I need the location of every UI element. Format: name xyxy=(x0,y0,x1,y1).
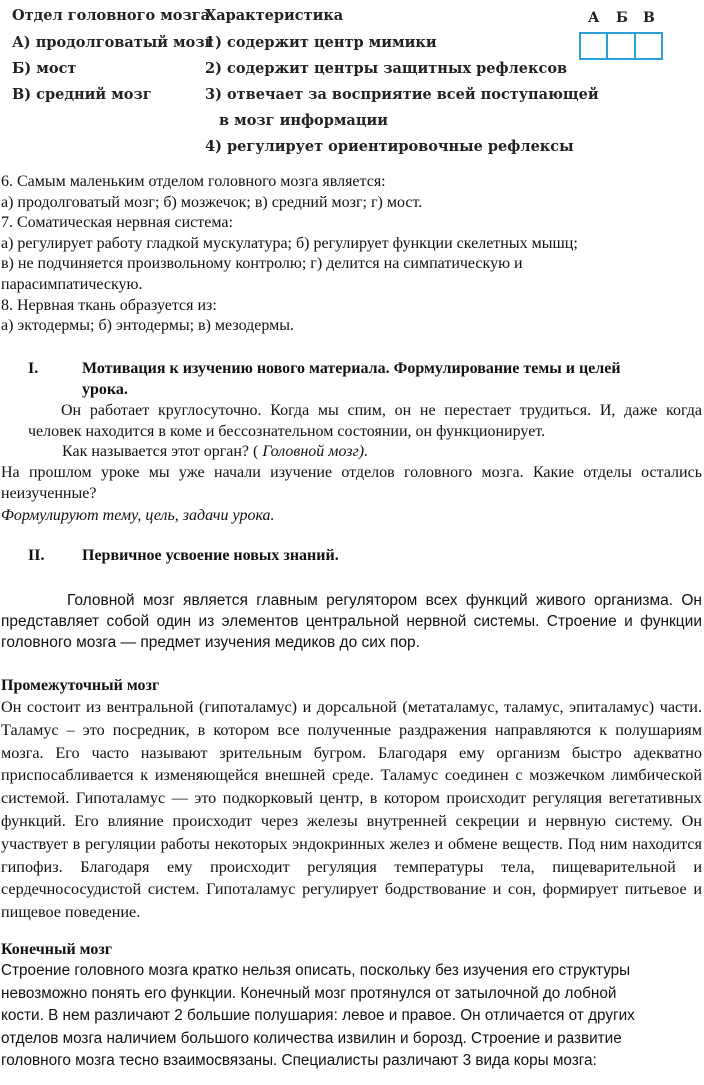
answer-letter-c: В xyxy=(643,10,655,26)
terminal-brain-text xyxy=(1,960,702,1073)
section-1-title xyxy=(82,359,702,400)
table-row-a: А) продолговатый мозг xyxy=(12,34,214,51)
answer-cell-a[interactable] xyxy=(581,34,608,58)
table-col1-header: Отдел головного мозга xyxy=(12,7,210,24)
section-2-paragraph: Головной мозг является главным регулятором всех функций живого организма. Он представляет собой один из элементов центральной нервной системы. Строение и функции головного мозга — предмет изучения медиков до сих пор. xyxy=(1,592,702,651)
table-row-c: В) средний мозг xyxy=(12,86,152,103)
answer-letter-a: А xyxy=(588,10,600,26)
section-1-numeral: I. xyxy=(28,360,39,377)
question-text: Как называется этот орган? ( xyxy=(62,443,259,460)
intermediate-brain-text: Он состоит из вентральной (гипоталамус) и дорсальной (метаталамус, таламус, эпиталамус) части. Таламус – это посредник, в котором все полученные раздражения направляются к полушариям мозга. Его часто называют зрительным бугром. Благодаря ему организм быстро адекватно приспосабливается к изменяющейся внешней среде. Таламус соединен с мозжечком лимбической системой. Гипоталамус — это подкорковый центр, в котором происходит регуляция вегетативных функций. Его влияние происходит через железы внутренней секреции и нервную систему. Он участвует в регуляции работы некоторых эндокринных желез и обмене веществ. Под ним находится гипофиз. Благодаря ему происходит регуляция температуры тела, пищеварительной и сердечнососудистой систем. Гипоталамус регулирует бодрствование и сон, формирует питьевое и пищевое поведение. xyxy=(1,698,702,922)
terminal-line: невозможно понять его функции. Конечный мозг протянулся от затылочной до лобной xyxy=(1,984,617,1002)
table-char-4: 4) регулирует ориентировочные рефлексы xyxy=(205,138,574,155)
quiz-line: 8. Нервная ткань образуется из: xyxy=(1,296,217,314)
section-2-title: Первичное усвоение новых знаний. xyxy=(82,547,339,564)
terminal-line: Строение головного мозга кратко нельзя описать, поскольку без изучения его структуры xyxy=(1,962,631,979)
section-1-paragraph: Он работает круглосуточно. Когда мы спим, он не перестает трудиться. И, даже когда человек находится в коме и бессознательном состоянии, он функционирует. xyxy=(28,402,702,440)
section-1-title-line: урока. xyxy=(82,380,128,398)
section-2-numeral: II. xyxy=(28,547,45,564)
table-row-b: Б) мост xyxy=(12,60,77,77)
quiz-line: в) не подчиняется произвольному контролю; г) делится на симпатическую и xyxy=(1,255,523,273)
table-char-2: 2) содержит центры защитных рефлексов xyxy=(205,60,568,77)
quiz-line: а) продолговатый мозг; б) мозжечок; в) средний мозг; г) мост. xyxy=(1,193,423,211)
terminal-line: отделов мозга наличием большого количества извилин и борозд. Строение и развитие xyxy=(1,1029,622,1047)
quiz-block xyxy=(1,172,702,337)
terminal-line: кости. В нем различают 2 большие полушария: левое и правое. Он отличается от других xyxy=(1,1007,635,1025)
answer-cell-b[interactable] xyxy=(608,34,635,58)
terminal-line: головного мозга тесно взаимосвязаны. Специалисты различают 3 вида коры мозга: xyxy=(1,1052,597,1070)
question-answer: Головной мозг). xyxy=(262,443,369,460)
section-1-question xyxy=(62,442,702,463)
table-char-1: 1) содержит центр мимики xyxy=(205,34,437,51)
quiz-line: 6. Самым маленьким отделом головного мозга является: xyxy=(1,173,386,190)
table-col2-header: Характеристика xyxy=(205,7,344,24)
intermediate-brain-heading: Промежуточный мозг xyxy=(1,677,160,694)
table-char-3-cont: в мозг информации xyxy=(219,112,389,129)
quiz-line: парасимпатическую. xyxy=(1,275,143,293)
table-char-3: 3) отвечает за восприятие всей поступающей xyxy=(205,86,599,103)
section-1-title-line: Мотивация к изучению нового материала. Формулирование темы и целей xyxy=(82,360,621,377)
section-1-note: Формулируют тему, цель, задачи урока. xyxy=(1,507,275,524)
quiz-line: а) регулирует работу гладкой мускулатура; б) регулирует функции скелетных мышц; xyxy=(1,234,578,252)
quiz-line: а) эктодермы; б) энтодермы; в) мезодермы. xyxy=(1,317,294,335)
section-1-paragraph-2: На прошлом уроке мы уже начали изучение отделов головного мозга. Какие отделы остались неизученные? xyxy=(1,464,702,502)
quiz-line: 7. Соматическая нервная система: xyxy=(1,214,233,232)
answer-cell-c[interactable] xyxy=(636,34,661,58)
answer-grid xyxy=(579,32,663,60)
answer-letter-b: Б xyxy=(616,10,628,26)
terminal-brain-heading: Конечный мозг xyxy=(1,941,113,958)
